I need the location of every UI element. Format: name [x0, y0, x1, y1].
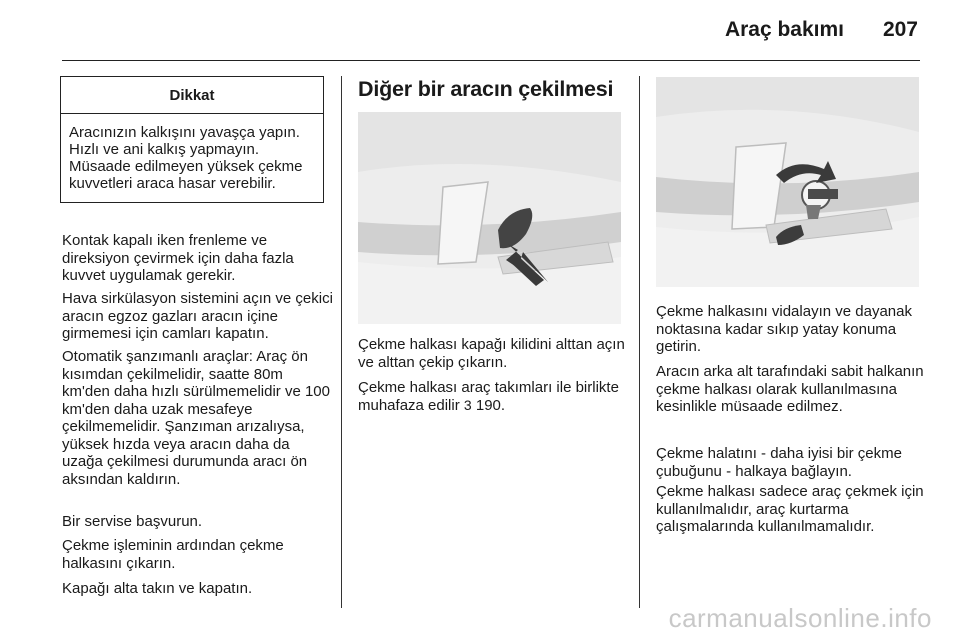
page-number: 207 — [882, 18, 918, 41]
page-reference: 190. — [475, 396, 506, 414]
paragraph: Çekme halkasını vidalayın ve dayanak noktasına kadar sıkıp yatay konuma getirin. — [656, 303, 912, 355]
tow-eye-cover-illustration — [358, 112, 621, 324]
warning-title: Dikkat — [61, 77, 323, 114]
running-header-title: Araç bakımı — [724, 18, 844, 41]
column-separator — [639, 76, 640, 608]
paragraph: Çekme halatını - daha iyisi bir çekme çubuğunu - halkaya bağlayın. — [656, 445, 902, 480]
paragraph: Çekme işleminin ardından çekme halkasını çıkarın. — [62, 537, 284, 572]
watermark: carmanualsonline.info — [668, 603, 932, 633]
paragraph: Kontak kapalı iken frenleme ve direksiyon çevirmek için daha fazla kuvvet uygulamak gerekir. — [62, 232, 294, 284]
paragraph: Hava sirkülasyon sistemini açın ve çekici aracın egzoz gazları aracın içine girmemesi için camları kapatın. — [62, 290, 333, 342]
paragraph: Çekme halkası sadece araç çekmek için kullanılmalıdır, araç kurtarma çalışmalarında kullanılmamalıdır. — [656, 483, 924, 535]
header-rule — [62, 60, 920, 61]
paragraph-with-reference — [358, 379, 630, 414]
warning-text: Aracınızın kalkışını yavaşça yapın. Hızlı ve ani kalkış yapmayın. Müsaade edilmeyen yüksek çekme kuvvetleri araca hasar verebilir. — [69, 124, 303, 192]
paragraph: Kapağı alta takın ve kapatın. — [62, 580, 253, 597]
column-separator — [341, 76, 342, 608]
paragraph: Bir servise başvurun. — [62, 513, 203, 530]
paragraph: Çekme halkası kapağı kilidini alttan açın ve alttan çekip çıkarın. — [358, 336, 625, 371]
section-title: Diğer bir aracın çekilmesi — [358, 77, 614, 101]
paragraph-text: Çekme halkası araç takımları ile birlikte muhafaza edilir — [358, 379, 619, 414]
paragraph: Otomatik şanzımanlı araçlar: Araç ön kısımdan çekilmelidir, saatte 80m km'den daha hızlı sürülmemelidir ve 100 km'den daha uzak mesafeye çekilmemelidir. Şanzıman arızalıysa, yüksek hızda veya aracın daha da uzağa çekilmesi durumunda aracı ön aksından kaldırın. — [62, 348, 330, 488]
warning-box — [60, 76, 324, 203]
paragraph: Aracın arka alt tarafındaki sabit halkanın çekme halkası olarak kullanılmasına kesinlikle müsaade edilmez. — [656, 363, 924, 415]
page-reference-icon: 3 — [463, 396, 472, 413]
tow-eye-screwing-illustration — [656, 77, 919, 287]
